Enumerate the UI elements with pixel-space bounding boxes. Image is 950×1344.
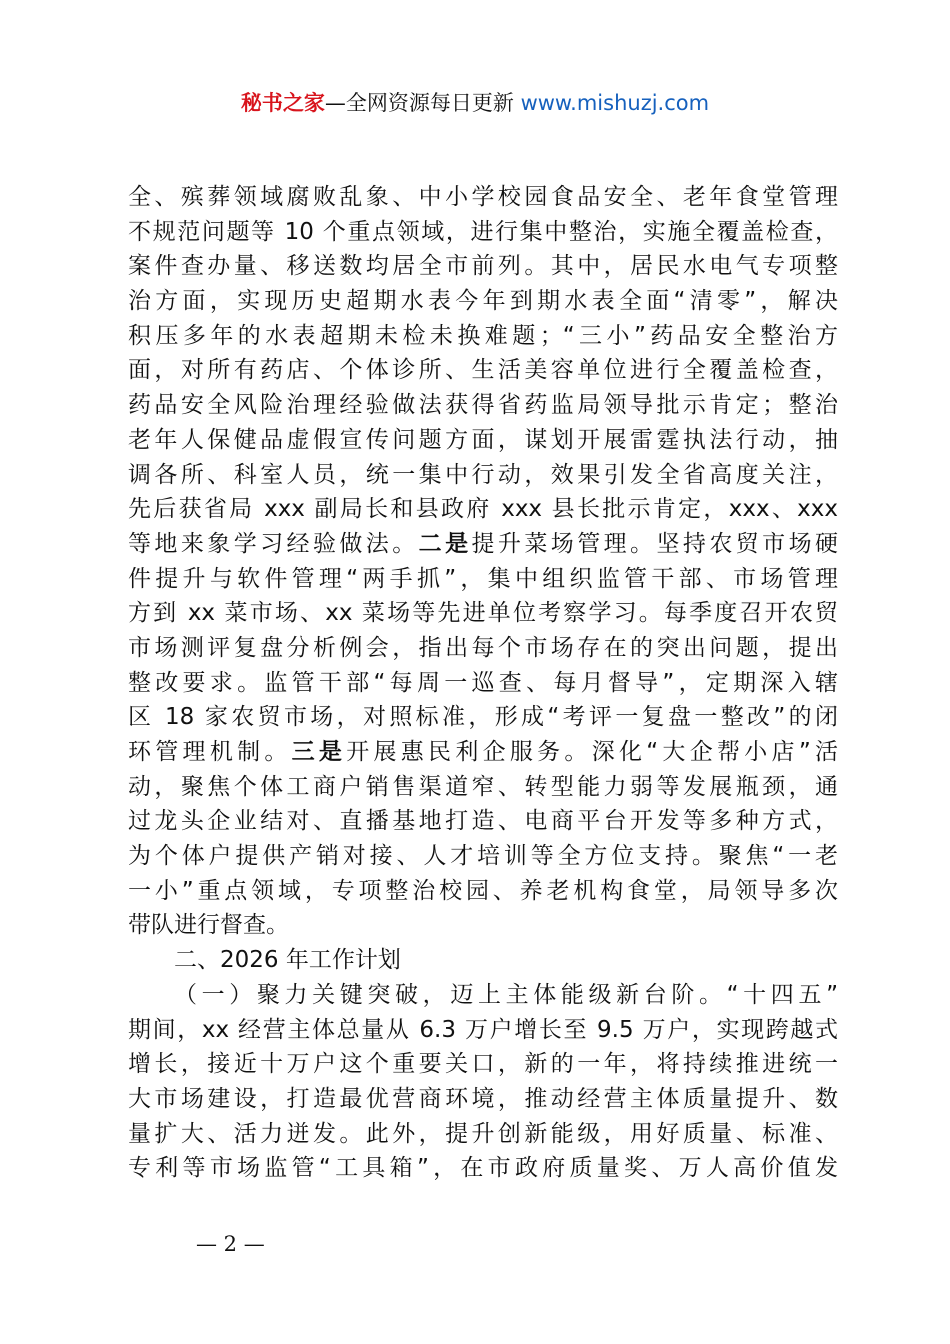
text-line: 药品安全风险治理经验做法获得省药监局领导批示肯定；整治 [128,392,838,419]
subsection-heading: （一）聚力关键突破，迈上主体能级新台阶。“十四五” [174,981,838,1008]
page-number: — 2 — [196,1232,265,1256]
text-line: 为个体户提供产销对接、人才培训等全方位支持。聚焦“一老 [128,843,838,870]
text-line: 过龙头企业结对、直播基地打造、电商平台开发等多种方式， [128,808,838,835]
text-line: 量扩大、活力迸发。此外，提升创新能级，用好质量、标准、 [128,1120,838,1147]
text-line: 动，聚焦个体工商户销售渠道窄、转型能力弱等发展瓶颈，通 [128,773,838,800]
text-line: 全、殡葬领域腐败乱象、中小学校园食品安全、老年食堂管理 [128,184,838,210]
text-line: 增长，接近十万户这个重要关口，新的一年，将持续推进统一 [128,1051,838,1078]
text-line: 案件查办量、移送数均居全市前列。其中，居民水电气专项整 [128,253,838,280]
text-line: 先后获省局 xxx 副局长和县政府 xxx 县长批示肯定，xxx、xxx [128,496,838,523]
text-line [128,735,838,770]
emphasis-text: 三是 [291,739,347,765]
document-body [128,180,838,1186]
text-line: 区 18 家农贸市场，对照标准，形成“考评一复盘一整改”的闭 [128,704,838,731]
text-line: 带队进行督查。 [128,912,289,939]
text-segment: 等地来象学习经验做法。 [128,530,419,557]
text-line: 调各所、科室人员，统一集中行动，效果引发全省高度关注， [128,461,838,488]
text-line: 治方面，实现历史超期水表今年到期水表全面“清零”，解决 [128,288,838,315]
site-header [0,88,950,118]
text-line: 一小”重点领域，专项整治校园、养老机构食堂，局领导多次 [128,877,838,904]
text-line: 期间，xx 经营主体总量从 6.3 万户增长至 9.5 万户，实现跨越式 [128,1016,838,1043]
text-line: 方到 xx 菜市场、xx 菜场等先进单位考察学习。每季度召开农贸 [128,600,838,627]
text-line [128,527,838,562]
text-line: 整改要求。监管干部“每周一巡查、每月督导”，定期深入辖 [128,669,838,696]
emphasis-text: 二是 [418,530,472,557]
text-line: 大市场建设，打造最优营商环境，推动经营主体质量提升、数 [128,1085,838,1112]
text-line: 不规范问题等 10 个重点领域，进行集中整治，实施全覆盖检查， [128,218,838,245]
header-tagline: —全网资源每日更新 [324,91,521,115]
text-line: 老年人保健品虚假宣传问题方面，谋划开展雷霆执法行动，抽 [128,426,838,453]
text-line: 件提升与软件管理“两手抓”，集中组织监管干部、市场管理 [128,565,838,592]
text-segment: 提升菜场管理。坚持农贸市场硬 [471,530,839,557]
text-segment: 开展惠民利企服务。深化“大企帮小店”活 [346,739,839,765]
text-line: 市场测评复盘分析例会，指出每个市场存在的突出问题，提出 [128,634,838,661]
site-url-link[interactable]: www.mishuzj.com [520,91,710,115]
text-line: 积压多年的水表超期未检未换难题；“三小”药品安全整治方 [128,322,838,349]
text-segment: 环管理机制。 [128,739,292,765]
brand-name: 秘书之家 [240,91,325,115]
text-line: 面，对所有药店、个体诊所、生活美容单位进行全覆盖检查， [128,357,838,384]
section-heading: 二、2026 年工作计划 [174,947,401,974]
text-line: 专利等市场监管“工具箱”，在市政府质量奖、万人高价值发 [128,1155,838,1182]
